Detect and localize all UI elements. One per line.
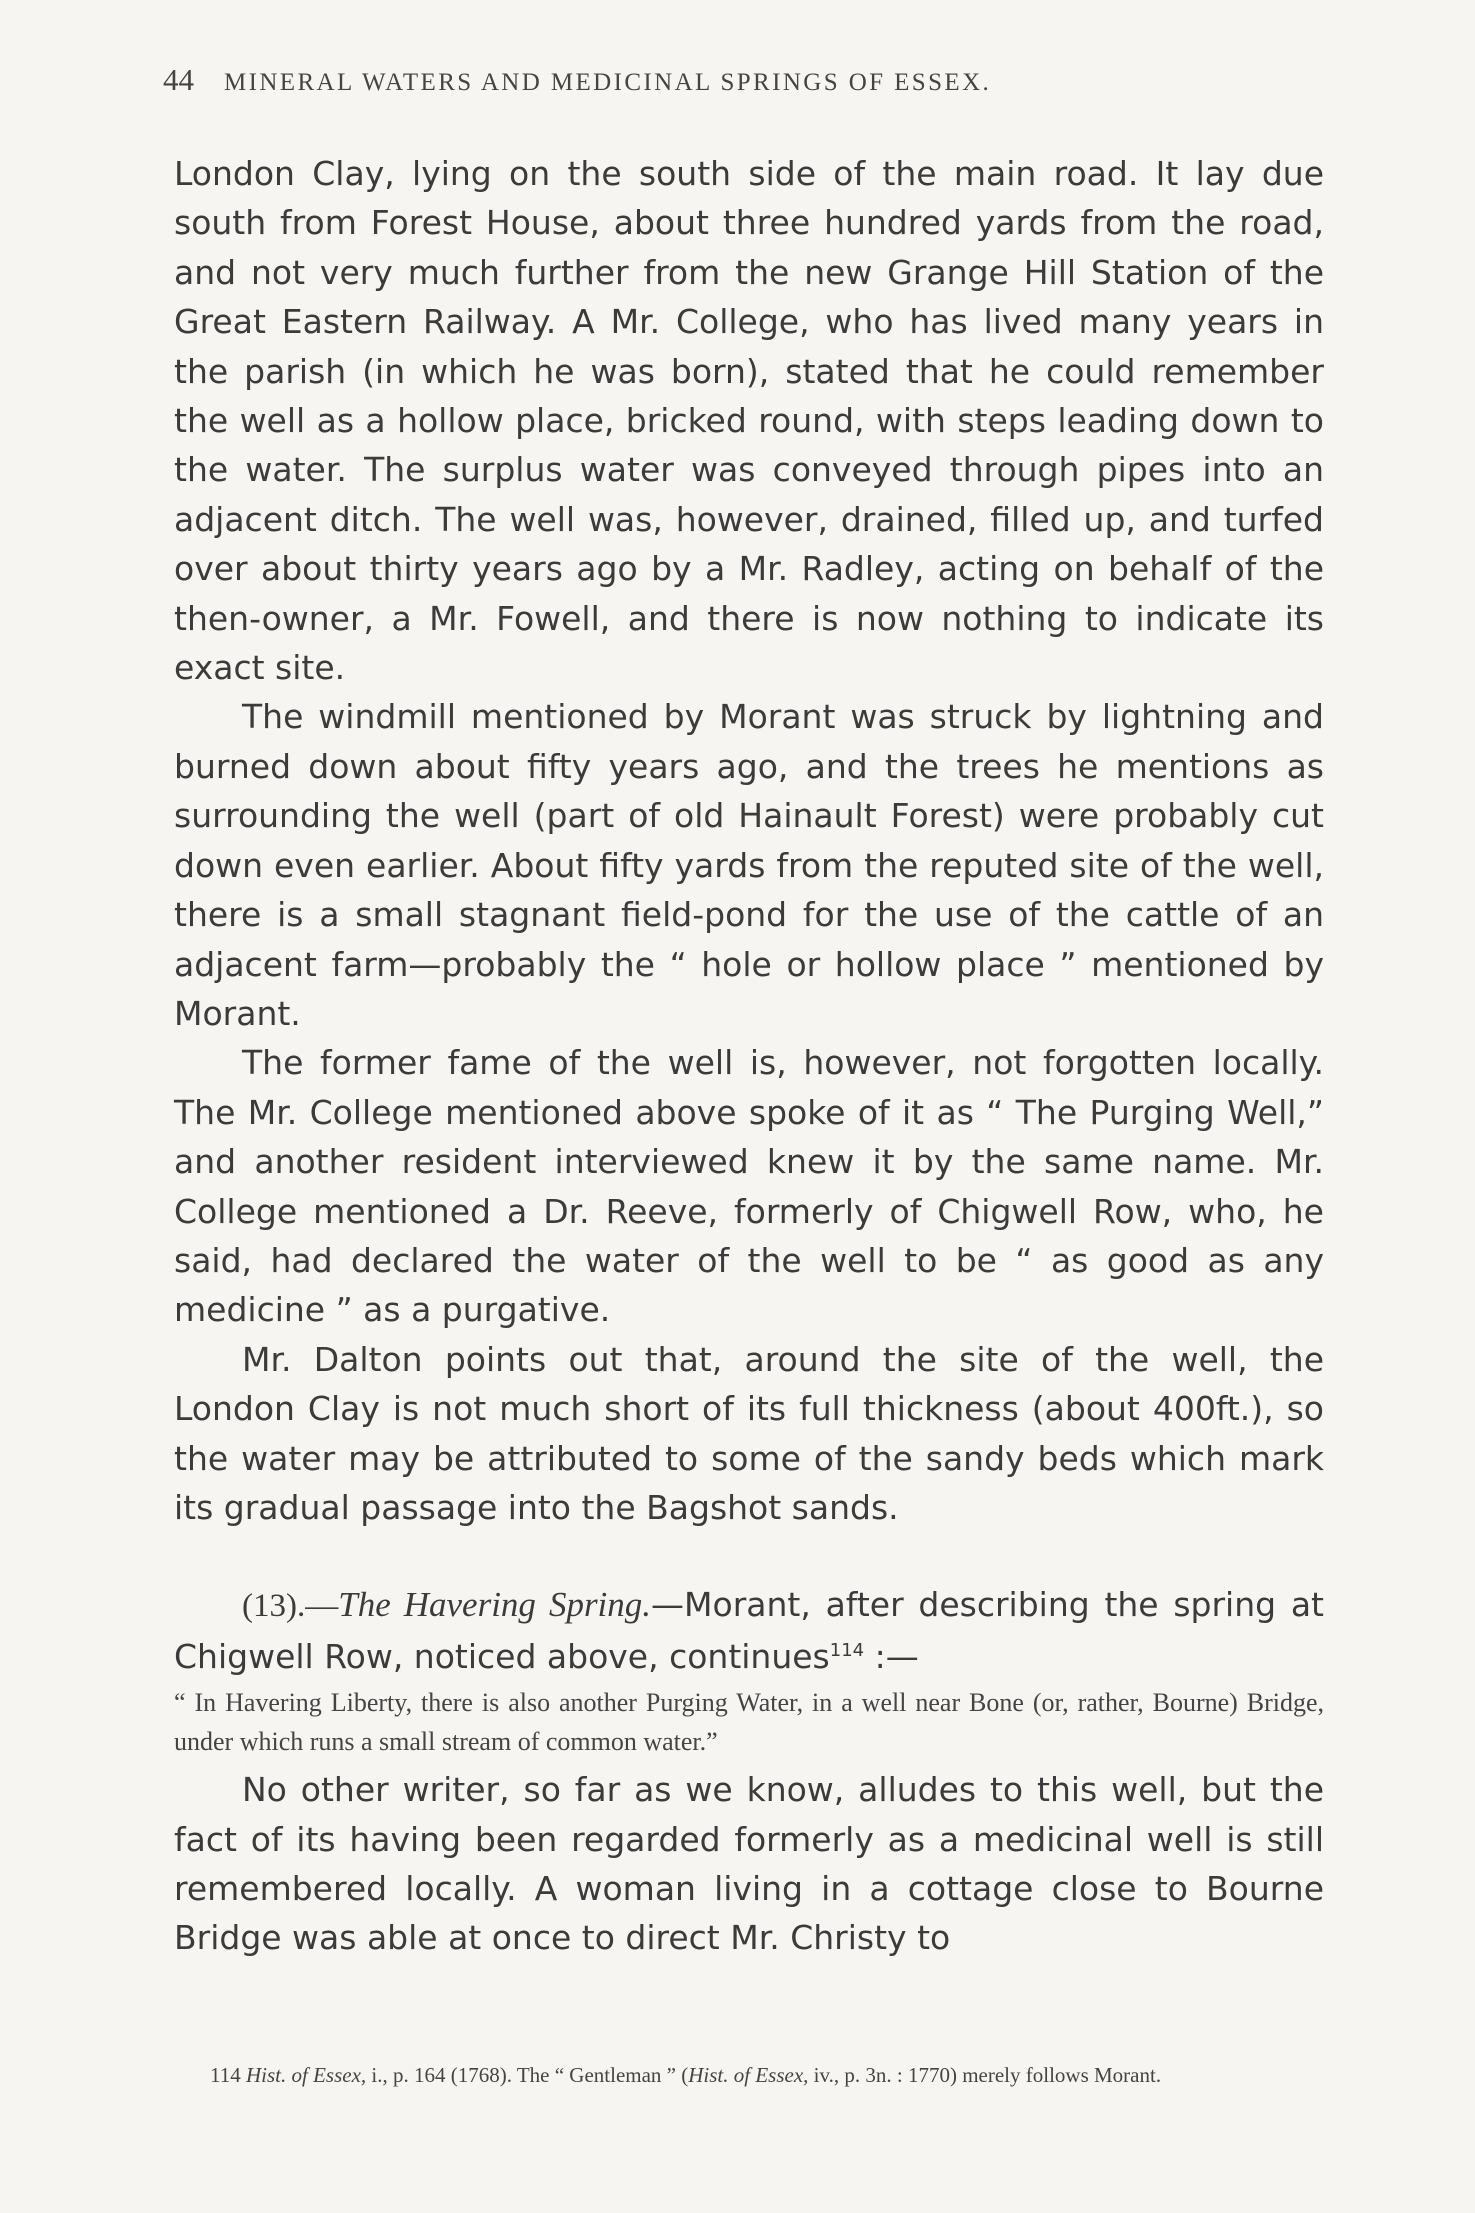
footnote-reference[interactable]: 114 bbox=[829, 1639, 865, 1661]
section-gap bbox=[174, 1532, 1324, 1580]
section-heading-paragraph bbox=[174, 1580, 1324, 1681]
paragraph-1: London Clay, lying on the south side of the main road. It lay due south from Forest House, about three hundred yards from the road, and not very much further from the new Grange Hill Station of the Great Eastern Railway. A Mr. College, who has lived many years in the parish (in which he was born), stated that he could remember the well as a hollow place, bricked round, with steps leading down to the water. The surplus water was conveyed through pipes into an adjacent ditch. The well was, however, drained, filled up, and turfed over about thirty years ago by a Mr. Radley, acting on behalf of the then-owner, a Mr. Fowell, and there is now nothing to indicate its exact site. bbox=[174, 154, 1324, 688]
body-text bbox=[174, 149, 1324, 1963]
page-number: 44 bbox=[163, 62, 194, 97]
section-number: (13).— bbox=[242, 1588, 339, 1625]
paragraph-3: The former fame of the well is, however, not forgotten locally. The Mr. College mentioned above spoke of it as “ The Purging Well,” and another resident interviewed knew it by the same name. Mr. College mentioned a Dr. Reeve, formerly of Chigwell Row, who, he said, had declared the water of the well to be “ as good as any medicine ” as a purgative. bbox=[174, 1043, 1324, 1330]
paragraph-2: The windmill mentioned by Morant was struck by lightning and burned down about fifty years ago, and the trees he mentions as surrounding the well (part of old Hainault Forest) were probably cut down even earlier. About fifty yards from the reputed site of the well, there is a small stagnant field-pond for the use of the cattle of an adjacent farm—probably the “ hole or hollow place ” mentioned by Morant. bbox=[174, 697, 1324, 1033]
footnote-citation-2: iv., p. 3n. : 1770) merely follows Morant. bbox=[808, 2063, 1162, 2087]
block-quote: “ In Havering Liberty, there is also another Purging Water, in a well near Bone (or, rather, Bourne) Bridge, under which runs a small stream of common water.” bbox=[174, 1688, 1324, 1757]
paragraph-5: No other writer, so far as we know, alludes to this well, but the fact of its having been regarded formerly as a medicinal well is still remembered locally. A woman living in a cottage close to Bourne Bridge was able at once to direct Mr. Christy to bbox=[174, 1770, 1324, 1958]
section-title: The Havering Spring. bbox=[338, 1585, 652, 1625]
section-lead: —Morant, after describing the spring at Chigwell Row, noticed above, continues bbox=[174, 1585, 1324, 1676]
running-title: MINERAL WATERS AND MEDICINAL SPRINGS OF ESSEX. bbox=[224, 69, 992, 96]
running-header bbox=[163, 62, 1228, 98]
footnote-number: 114 bbox=[210, 2063, 241, 2087]
footnote-source-title: Hist. of Essex, bbox=[245, 2063, 367, 2087]
paragraph-4: Mr. Dalton points out that, around the site of the well, the London Clay is not much short of its full thickness (about 400ft.), so the water may be attributed to some of the sandy beds which mark its gradual passage into the Bagshot sands. bbox=[174, 1339, 1324, 1527]
section-lead-end: :— bbox=[864, 1636, 919, 1676]
footnote-source-title-2: Hist. of Essex, bbox=[688, 2063, 809, 2087]
footnote-citation: i., p. 164 (1768). The “ Gentleman ” ( bbox=[366, 2063, 689, 2087]
footnote bbox=[178, 2063, 1324, 2087]
